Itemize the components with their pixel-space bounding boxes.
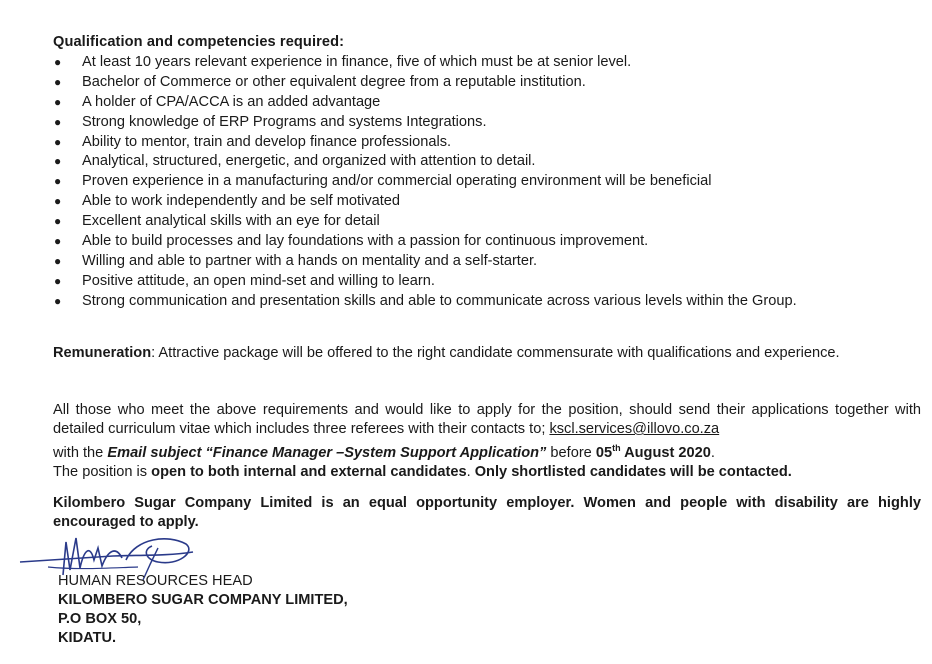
remuneration-label: Remuneration (53, 345, 152, 361)
signatory-block (58, 572, 348, 648)
list-item: ● Strong knowledge of ERP Programs and systems Integrations. (53, 113, 913, 133)
email-subject: “Finance Manager –System Support Application” (201, 444, 547, 461)
bullet-icon: ● (54, 214, 62, 229)
bullet-icon: ● (54, 174, 62, 189)
bullet-icon: ● (54, 154, 62, 169)
bullet-icon: ● (54, 74, 62, 89)
list-item: ● Analytical, structured, energetic, and organized with attention to detail. (53, 152, 913, 172)
deadline: 05th August 2020 (595, 443, 711, 461)
town: KIDATU. (58, 630, 117, 646)
bullet-icon: ● (54, 114, 62, 129)
qualifications-heading: Qualification and competencies required: (53, 34, 345, 50)
bullet-icon: ● (54, 194, 62, 209)
bullet-icon: ● (54, 234, 62, 249)
list-item: ● A holder of CPA/ACCA is an added advantage (53, 93, 913, 113)
remuneration-text: : Attractive package will be offered to the right candidate commensurate with qualifications and experience. (151, 345, 840, 361)
bullet-icon: ● (54, 55, 62, 69)
bullet-icon: ● (54, 293, 62, 308)
bullet-icon: ● (54, 94, 62, 109)
application-paragraph: All those who meet the above requirements and would like to apply for the position, should send their applications together with detailed curriculum vitae which includes three referees with their contacts to; kscl.services@illovo.co.za with the Email subject “Finance Manager –System Support Application” before 05th August 2020. The position is open to both internal and external candidates. Only shortlisted candidates will be contacted. (53, 402, 921, 480)
signatory-title: HUMAN RESOURCES HEAD (58, 573, 253, 589)
list-item: ● At least 10 years relevant experience in finance, five of which must be at senior level. (53, 53, 913, 73)
bullet-icon: ● (54, 134, 62, 149)
list-item: ● Ability to mentor, train and develop finance professionals. (53, 133, 913, 153)
list-item: ● Able to build processes and lay foundations with a passion for continuous improvement. (53, 232, 913, 252)
remuneration-paragraph (53, 344, 921, 363)
list-item: ● Proven experience in a manufacturing and/or commercial operating environment will be beneficial (53, 172, 913, 192)
list-item: ● Able to work independently and be self motivated (53, 192, 913, 212)
qualifications-list (53, 53, 913, 312)
list-item: ● Bachelor of Commerce or other equivalent degree from a reputable institution. (53, 73, 913, 93)
email-link[interactable]: kscl.services@illovo.co.za (549, 421, 720, 437)
po-box: P.O BOX 50, (58, 611, 142, 627)
company-name: KILOMBERO SUGAR COMPANY LIMITED, (58, 592, 348, 608)
list-item: ● Excellent analytical skills with an eye for detail (53, 212, 913, 232)
list-item: ● Strong communication and presentation skills and able to communicate across various levels within the Group. (53, 292, 913, 312)
list-item: ● Positive attitude, an open mind-set and willing to learn. (53, 272, 913, 292)
position-open-text: open to both internal and external candidates (151, 463, 467, 480)
shortlisted-text: Only shortlisted candidates will be contacted. (474, 463, 792, 480)
equal-opportunity-statement: Kilombero Sugar Company Limited is an equal opportunity employer. Women and people with disability are highly encouraged to apply. (53, 495, 921, 530)
email-subject-label: Email subject (107, 444, 202, 461)
bullet-icon: ● (54, 273, 62, 288)
list-item: ● Willing and able to partner with a hands on mentality and a self-starter. (53, 252, 913, 272)
bullet-icon: ● (54, 253, 62, 268)
